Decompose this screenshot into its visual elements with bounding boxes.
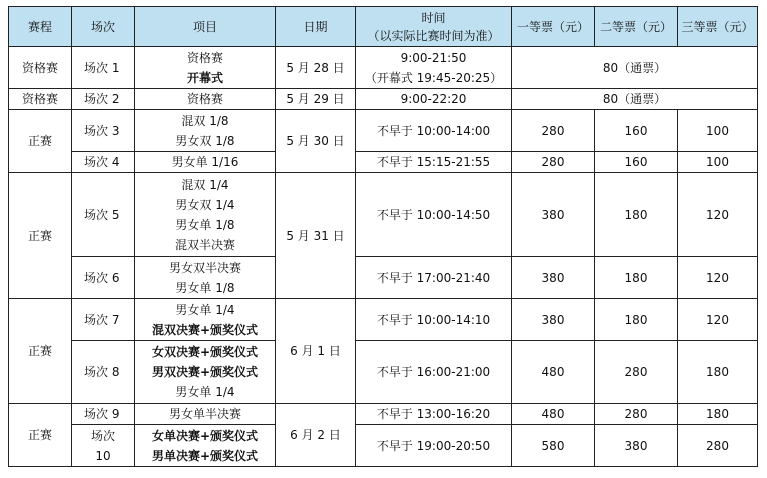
time-cell: 不早于 10:00-14:50 [356, 173, 512, 257]
table-row [9, 152, 758, 173]
schedule-table [8, 6, 758, 467]
event-line: 女单决赛+颁奖仪式 [151, 428, 259, 443]
price-third-cell: 120 [678, 299, 758, 341]
event-line: 男女双 1/4 [175, 197, 235, 212]
price-third-cell: 180 [678, 341, 758, 404]
price-second-cell: 280 [595, 341, 678, 404]
stage-cell: 资格赛 [9, 47, 72, 89]
date-cell: 5 月 30 日 [276, 110, 356, 173]
header-row [9, 7, 758, 47]
price-cell: 80（通票） [512, 47, 758, 89]
event-cell: 男女单 1/16 [135, 152, 276, 173]
event-line: 男女单 1/4 [175, 302, 235, 317]
stage-cell: 正赛 [9, 299, 72, 404]
header-time-title: 时间 [421, 10, 446, 25]
price-second-cell: 180 [595, 299, 678, 341]
stage-cell: 正赛 [9, 173, 72, 299]
price-first-cell: 280 [512, 152, 595, 173]
event-line: 混双决赛+颁奖仪式 [151, 322, 259, 337]
table-row [9, 299, 758, 341]
price-first-cell: 280 [512, 110, 595, 152]
price-first-cell: 580 [512, 425, 595, 467]
time-cell: 9:00-22:20 [356, 89, 512, 110]
session-cell: 场次 2 [72, 89, 135, 110]
time-cell: 不早于 15:15-21:55 [356, 152, 512, 173]
date-cell: 5 月 29 日 [276, 89, 356, 110]
time-cell: 不早于 16:00-21:00 [356, 341, 512, 404]
event-cell: 资格赛 [135, 89, 276, 110]
date-cell: 6 月 2 日 [276, 404, 356, 467]
price-second-cell: 160 [595, 110, 678, 152]
date-cell: 5 月 31 日 [276, 173, 356, 299]
price-third-cell: 100 [678, 152, 758, 173]
time-cell: 不早于 19:00-20:50 [356, 425, 512, 467]
time-line: 9:00-21:50 [400, 50, 467, 65]
price-second-cell: 180 [595, 173, 678, 257]
event-line: 混双 1/8 [181, 113, 229, 128]
header-session: 场次 [72, 7, 135, 47]
session-cell: 场次 9 [72, 404, 135, 425]
header-stage: 赛程 [9, 7, 72, 47]
price-third-cell: 120 [678, 257, 758, 299]
table-row [9, 110, 758, 152]
event-line: 男女双 1/8 [175, 133, 235, 148]
header-second-class: 二等票（元） [595, 7, 678, 47]
price-third-cell: 120 [678, 173, 758, 257]
price-first-cell: 380 [512, 299, 595, 341]
price-third-cell: 100 [678, 110, 758, 152]
session-cell: 场次 3 [72, 110, 135, 152]
event-line: 女双决赛+颁奖仪式 [151, 345, 259, 359]
event-line: 混双半决赛 [174, 237, 235, 252]
event-line: 混双 1/4 [181, 177, 229, 192]
header-event: 项目 [135, 7, 276, 47]
session-cell: 场次 6 [72, 257, 135, 299]
table-row [9, 404, 758, 425]
session-cell: 场次 7 [72, 299, 135, 341]
table-row [9, 173, 758, 257]
table-row [9, 47, 758, 89]
session-line: 10 [95, 448, 111, 463]
event-cell: 男女单半决赛 [135, 404, 276, 425]
session-cell: 场次 1 [72, 47, 135, 89]
session-cell: 场次 5 [72, 173, 135, 257]
event-line: 男女单 1/8 [175, 217, 235, 232]
table-row [9, 341, 758, 404]
session-cell: 场次 4 [72, 152, 135, 173]
event-line: 资格赛 [186, 50, 223, 65]
event-cell [135, 425, 276, 467]
event-line: 男女单 1/8 [175, 280, 235, 295]
event-cell [135, 341, 276, 404]
header-time [356, 7, 512, 47]
event-cell [135, 173, 276, 257]
schedule-table-wrapper [8, 6, 758, 467]
price-second-cell: 180 [595, 257, 678, 299]
price-third-cell: 280 [678, 425, 758, 467]
time-cell: 不早于 13:00-16:20 [356, 404, 512, 425]
price-first-cell: 380 [512, 257, 595, 299]
event-cell [135, 47, 276, 89]
price-first-cell: 480 [512, 341, 595, 404]
price-second-cell: 280 [595, 404, 678, 425]
event-line: 男女单 1/4 [175, 385, 235, 399]
event-cell [135, 257, 276, 299]
price-first-cell: 380 [512, 173, 595, 257]
event-line: 开幕式 [186, 70, 223, 85]
event-line: 男女双半决赛 [168, 260, 241, 275]
session-cell: 场次 8 [72, 341, 135, 404]
time-cell [356, 47, 512, 89]
price-cell: 80（通票） [512, 89, 758, 110]
price-second-cell: 380 [595, 425, 678, 467]
header-date: 日期 [276, 7, 356, 47]
price-second-cell: 160 [595, 152, 678, 173]
header-time-note: （以实际比赛时间为准） [367, 28, 500, 43]
stage-cell: 正赛 [9, 404, 72, 467]
header-first-class: 一等票（元） [512, 7, 595, 47]
time-cell: 不早于 17:00-21:40 [356, 257, 512, 299]
time-cell: 不早于 10:00-14:00 [356, 110, 512, 152]
table-row [9, 89, 758, 110]
table-row [9, 425, 758, 467]
event-line: 男单决赛+颁奖仪式 [151, 448, 259, 463]
time-line: （开幕式 19:45-20:25） [364, 70, 503, 85]
price-third-cell: 180 [678, 404, 758, 425]
session-cell [72, 425, 135, 467]
session-line: 场次 [90, 428, 115, 443]
time-cell: 不早于 10:00-14:10 [356, 299, 512, 341]
event-line: 男双决赛+颁奖仪式 [151, 365, 259, 379]
event-cell [135, 299, 276, 341]
date-cell: 5 月 28 日 [276, 47, 356, 89]
event-cell [135, 110, 276, 152]
price-first-cell: 480 [512, 404, 595, 425]
date-cell: 6 月 1 日 [276, 299, 356, 404]
table-row [9, 257, 758, 299]
header-third-class: 三等票（元） [678, 7, 758, 47]
stage-cell: 正赛 [9, 110, 72, 173]
stage-cell: 资格赛 [9, 89, 72, 110]
